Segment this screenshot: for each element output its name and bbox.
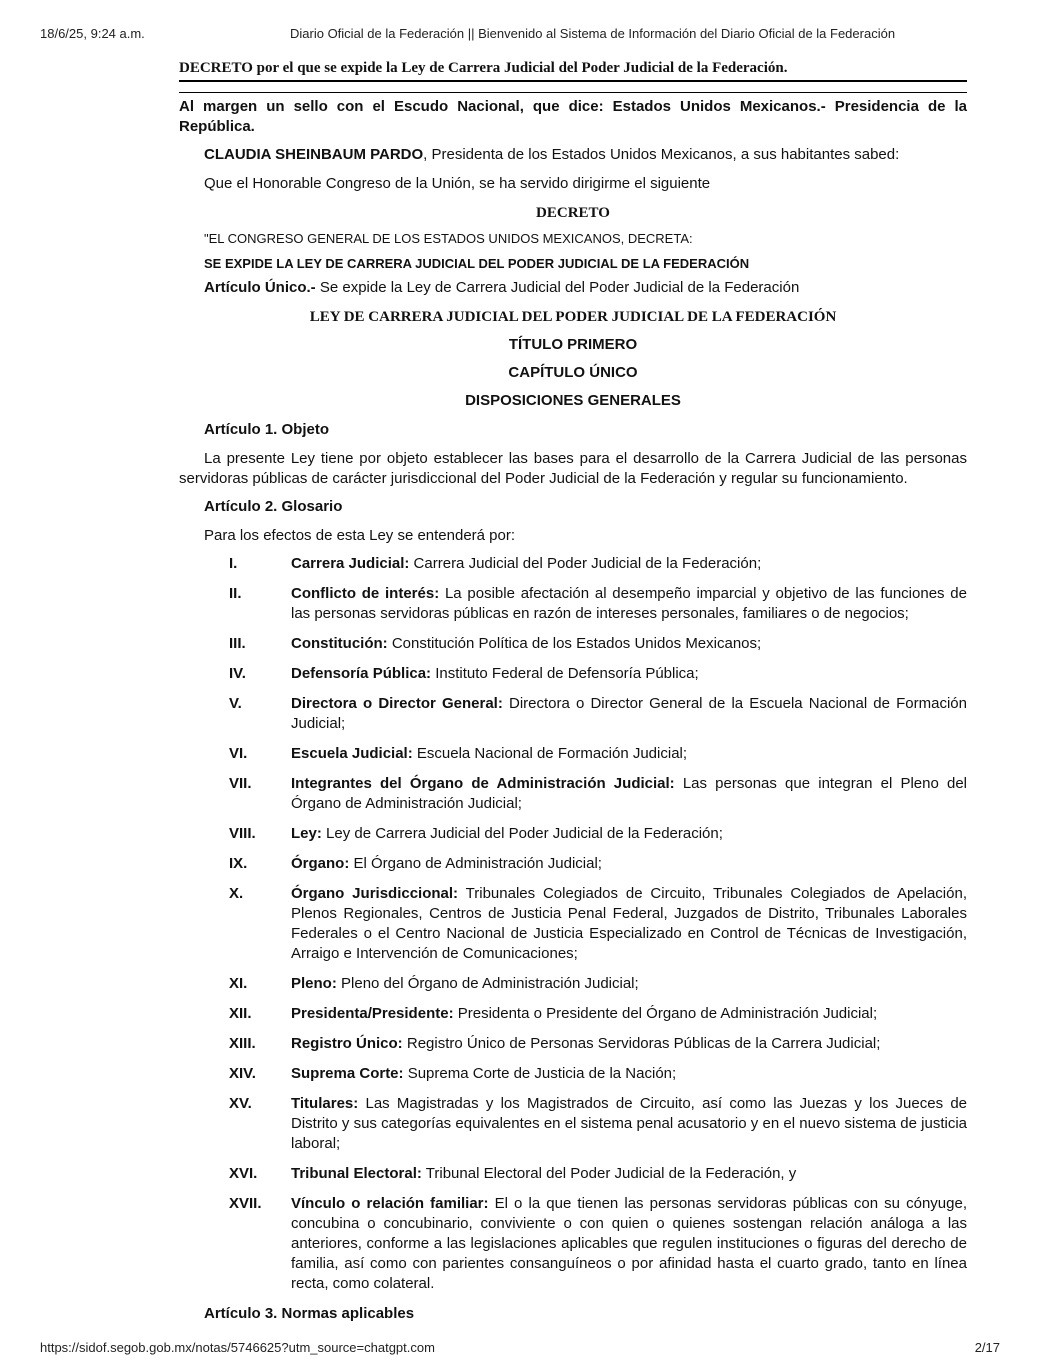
glossary-definition: Instituto Federal de Defensoría Pública; — [431, 665, 699, 682]
glossary-term: Conflicto de interés: — [291, 585, 440, 602]
glossary-definition: El Órgano de Administración Judicial; — [349, 855, 602, 872]
congress-line: Que el Honorable Congreso de la Unión, se ha servido dirigirme el siguiente — [204, 175, 711, 192]
glossary-item — [179, 1004, 967, 1024]
glossary-term: Órgano Jurisdiccional: — [291, 885, 459, 902]
glossary-term: Defensoría Pública: — [291, 665, 432, 682]
glossary-item — [179, 854, 967, 874]
glossary-term: Pleno: — [291, 975, 337, 992]
glossary-definition: La posible afectación al desempeño imparcial y objetivo de las funciones de las personas servidoras públicas en razón de intereses personales, familiares o de negocios; — [291, 585, 967, 622]
glossary-term: Órgano: — [291, 855, 350, 872]
expide-line: SE EXPIDE LA LEY DE CARRERA JUDICIAL DEL PODER JUDICIAL DE LA FEDERACIÓN — [204, 256, 750, 271]
glossary-item — [179, 974, 967, 994]
print-footer — [40, 1340, 1000, 1358]
glossary-number: XII. — [229, 1005, 252, 1022]
titulo-heading: TÍTULO PRIMERO — [508, 336, 638, 353]
glossary-definition: Tribunales Colegiados de Circuito, Tribunales Colegiados de Apelación, Plenos Regionales, Centros de Justicia Penal Federal, Juzgados de Distrito, Tribunales Laborales Federales o el Centro Nacional de Justicia Especializado en Control de Técnicas de Investigación, Arraigo e Intervención de Comunicaciones; — [291, 885, 967, 962]
glossary-definition: Las personas que integran el Pleno del Órgano de Administración Judicial; — [291, 775, 967, 812]
glossary-term: Directora o Director General: — [291, 695, 503, 712]
glossary-list — [179, 554, 967, 1294]
glossary-definition: Directora o Director General de la Escuela Nacional de Formación Judicial; — [291, 695, 967, 732]
disposiciones-heading: DISPOSICIONES GENERALES — [465, 392, 681, 409]
glossary-definition: Constitución Política de los Estados Unidos Mexicanos; — [387, 635, 762, 652]
article-2-intro: Para los efectos de esta Ley se entenderá por: — [204, 527, 516, 544]
glossary-definition: Escuela Nacional de Formación Judicial; — [412, 745, 688, 762]
glossary-definition: El o la que tienen las personas servidoras públicas con su cónyuge, concubina o concubinario, conviviente o con quien o quienes sostengan relación análoga a las anteriores, conforme a las legislaciones aplicables que regulen instituciones o figuras del derecho de familia, así como con parientes consanguíneos o por afinidad hasta el cuarto grado, tanto en línea recta, como colateral. — [291, 1195, 967, 1292]
glossary-number: II. — [229, 585, 242, 602]
president-text: , Presidenta de los Estados Unidos Mexicanos, a sus habitantes sabed: — [423, 146, 900, 163]
print-datetime: 18/6/25, 9:24 a.m. — [40, 26, 145, 41]
glossary-definition: Ley de Carrera Judicial del Poder Judicial de la Federación; — [321, 825, 723, 842]
president-name: CLAUDIA SHEINBAUM PARDO — [204, 146, 424, 163]
glossary-number: III. — [229, 635, 246, 652]
congress-decrees: "EL CONGRESO GENERAL DE LOS ESTADOS UNIDOS MEXICANOS, DECRETA: — [204, 231, 693, 246]
glossary-definition: Las Magistradas y los Magistrados de Circuito, así como las Juezas y los Jueces de Distrito y sus categorías equivalentes en el sistema penal acusatorio y en el nuevo sistema de justicia laboral; — [291, 1095, 967, 1152]
glossary-definition: Suprema Corte de Justicia de la Nación; — [403, 1065, 677, 1082]
page-number: 2/17 — [974, 1340, 1000, 1355]
glossary-number: XVII. — [229, 1195, 262, 1212]
articulo-unico-text: Se expide la Ley de Carrera Judicial del Poder Judicial de la Federación — [315, 279, 800, 296]
glossary-item — [179, 584, 967, 624]
glossary-term: Integrantes del Órgano de Administración Judicial: — [291, 775, 675, 792]
print-header — [40, 26, 1000, 44]
glossary-definition: Presidenta o Presidente del Órgano de Administración Judicial; — [453, 1005, 878, 1022]
glossary-item — [179, 1064, 967, 1084]
page-url: https://sidof.segob.gob.mx/notas/5746625?utm_source=chatgpt.com — [40, 1340, 435, 1355]
glossary-definition: Tribunal Electoral del Poder Judicial de la Federación, y — [421, 1165, 797, 1182]
glossary-number: V. — [229, 695, 242, 712]
decree-heading: DECRETO — [536, 205, 610, 221]
glossary-number: XIII. — [229, 1035, 256, 1052]
seal-note: Al margen un sello con el Escudo Nacional, que dice: Estados Unidos Mexicanos.- Presidencia de la República. — [179, 98, 967, 135]
glossary-item — [179, 884, 967, 964]
glossary-item — [179, 694, 967, 734]
glossary-item — [179, 774, 967, 814]
glossary-number: X. — [229, 885, 244, 902]
glossary-number: I. — [229, 555, 238, 572]
glossary-item — [179, 1164, 967, 1184]
glossary-term: Suprema Corte: — [291, 1065, 404, 1082]
glossary-item — [179, 1034, 967, 1054]
glossary-item — [179, 824, 967, 844]
glossary-number: IX. — [229, 855, 248, 872]
glossary-term: Vínculo o relación familiar: — [291, 1195, 489, 1212]
glossary-item — [179, 664, 967, 684]
glossary-item — [179, 1194, 967, 1294]
glossary-number: XV. — [229, 1095, 252, 1112]
law-title: LEY DE CARRERA JUDICIAL DEL PODER JUDICIAL DE LA FEDERACIÓN — [309, 309, 837, 325]
glossary-number: XI. — [229, 975, 248, 992]
glossary-item — [179, 744, 967, 764]
document-body — [179, 60, 967, 1324]
article-1-heading: Artículo 1. Objeto — [204, 421, 330, 438]
glossary-term: Ley: — [291, 825, 322, 842]
article-1-text: La presente Ley tiene por objeto establecer las bases para el desarrollo de la Carrera Judicial de las personas servidoras públicas de carácter jurisdiccional del Poder Judicial de la Federación y regular su funcionamiento. — [179, 450, 967, 487]
glossary-term: Titulares: — [291, 1095, 359, 1112]
glossary-term: Presidenta/Presidente: — [291, 1005, 454, 1022]
glossary-item — [179, 554, 967, 574]
glossary-number: XVI. — [229, 1165, 258, 1182]
articulo-unico-label: Artículo Único.- — [204, 279, 316, 296]
glossary-number: VII. — [229, 775, 252, 792]
capitulo-heading: CAPÍTULO ÚNICO — [508, 364, 638, 381]
glossary-definition: Registro Único de Personas Servidoras Públicas de la Carrera Judicial; — [402, 1035, 881, 1052]
articulo-unico — [179, 278, 967, 298]
glossary-number: VI. — [229, 745, 248, 762]
glossary-term: Registro Único: — [291, 1035, 403, 1052]
glossary-number: XIV. — [229, 1065, 256, 1082]
glossary-number: IV. — [229, 665, 246, 682]
glossary-term: Tribunal Electoral: — [291, 1165, 422, 1182]
article-2-heading: Artículo 2. Glosario — [204, 498, 343, 515]
glossary-item — [179, 1094, 967, 1154]
president-paragraph — [179, 145, 967, 165]
divider — [179, 92, 967, 93]
decree-title: DECRETO por el que se expide la Ley de Carrera Judicial del Poder Judicial de la Federación. — [179, 60, 967, 82]
article-3-heading: Artículo 3. Normas aplicables — [204, 1305, 415, 1322]
glossary-term: Constitución: — [291, 635, 388, 652]
glossary-term: Escuela Judicial: — [291, 745, 413, 762]
glossary-definition: Carrera Judicial del Poder Judicial de la Federación; — [409, 555, 762, 572]
glossary-item — [179, 634, 967, 654]
glossary-term: Carrera Judicial: — [291, 555, 410, 572]
glossary-definition: Pleno del Órgano de Administración Judicial; — [336, 975, 639, 992]
glossary-number: VIII. — [229, 825, 256, 842]
site-title: Diario Oficial de la Federación || Bienvenido al Sistema de Información del Diario Oficial de la Federación — [290, 26, 896, 41]
